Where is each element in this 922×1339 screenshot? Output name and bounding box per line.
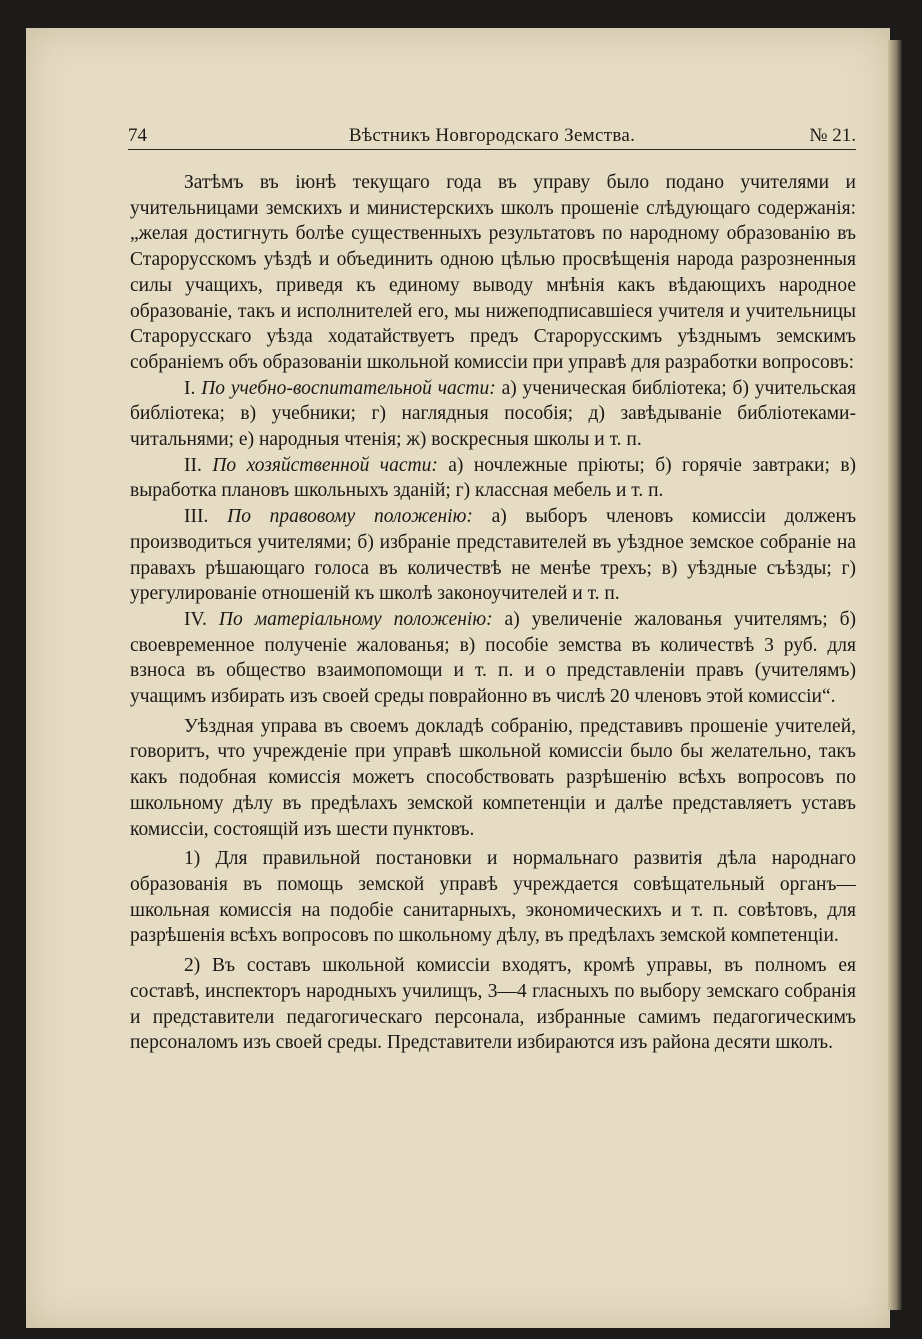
- page-number: 74: [128, 125, 147, 146]
- article-body: [130, 170, 856, 1056]
- report-paragraph: Уѣздная управа въ своемъ докладѣ собранію, представивъ прошеніе учителей, говоритъ, что учрежденіе при управѣ школьной комиссіи было бы желательно, такъ какъ подобная комиссія можетъ способствовать разрѣшенію всѣхъ вопросовъ по школьному дѣлу въ предѣлахъ земской компетенціи и далѣе представляетъ уставъ комиссіи, состоящій изъ шести пунктовъ.: [130, 715, 856, 840]
- section-text: а) выборъ членовъ комиссіи долженъ производиться учителями; б) избраніе представителей въ уѣздное земское собраніе на правахъ рѣшающаго голоса въ количествѣ не менѣе трехъ; в) уѣздные съѣзды; г) урегулированіе отношеній къ школѣ законоучителей и т. п.: [130, 506, 857, 605]
- section-2: [130, 453, 856, 504]
- header-rule: [128, 149, 856, 150]
- running-header: [128, 121, 856, 149]
- section-heading: По учебно-воспитательной части:: [201, 377, 496, 399]
- journal-title: Вѣстникъ Новгородскаго Земства.: [348, 125, 636, 146]
- section-text: а) ученическая библіотека; б) учительская библіотека; в) учебники; г) наглядныя пособія; д) завѣдываніе библіотеками-читальнями; е) народныя чтенія; ж) воскресныя школы и т. п.: [130, 377, 857, 451]
- section-numeral: IV.: [184, 608, 207, 630]
- section-heading: По матеріальному положенію:: [218, 608, 493, 630]
- section-heading: По хозяйственной части:: [212, 454, 438, 476]
- page-edge: [888, 40, 902, 1310]
- section-numeral: III.: [184, 506, 209, 528]
- section-heading: По правовому положенію:: [227, 506, 473, 528]
- section-1: [130, 376, 856, 453]
- section-3: [130, 504, 856, 607]
- charter-point-2: 2) Въ составъ школьной комиссіи входятъ, кромѣ управы, въ полномъ ея составѣ, инспекторъ народныхъ училищъ, 3—4 гласныхъ по выбору земскаго собранія и представители педагогическаго персонала, избранные самимъ педагогическимъ персоналомъ изъ своей среды. Представители избираются изъ района десяти школъ.: [130, 955, 856, 1054]
- section-numeral: I.: [184, 377, 196, 399]
- section-text: а) ночлежные пріюты; б) горячіе завтраки; в) выработка плановъ школьныхъ зданій; г) классная мебель и т. п.: [130, 454, 857, 502]
- intro-paragraph: Затѣмъ въ іюнѣ текущаго года въ управу было подано учителями и учительницами земскихъ и министерскихъ школъ прошеніе слѣдующаго содержанія: „желая достигнуть болѣе существенныхъ результатовъ по народному образованію въ Старорусскомъ уѣздѣ и объединить одною цѣлью просвѣщенія народа разрозненныя силы учащихъ, приведя къ единому выводу мнѣнія какъ вѣдающихъ народное образованіе, такъ и исполнителей его, мы нижеподписавшіеся учителя и учительницы Старорусскаго уѣзда ходатайствуетъ предъ Старорусскимъ уѣзднымъ земскимъ собраніемъ объ образованіи школьной комиссіи при управѣ для разработки вопросовъ:: [130, 172, 856, 373]
- issue-number: № 21.: [809, 125, 856, 146]
- section-4: [130, 607, 856, 710]
- section-text: а) увеличеніе жалованья учителямъ; б) своевременное полученіе жалованья; в) пособіе земства въ количествѣ 3 руб. для взноса въ общество взаимопомощи и т. п. и о представленіи правъ (учителямъ) учащимъ избирать изъ своей среды поврайонно въ числѣ 20 членовъ этой комиссіи“.: [130, 608, 857, 708]
- section-numeral: II.: [184, 454, 202, 476]
- charter-point-1: 1) Для правильной постановки и нормальнаго развитія дѣла народнаго образованія въ помощь земской управѣ учреждается совѣщательный органъ—школьная комиссія на подобіе санитарныхъ, экономическихъ и т. п. совѣтовъ, для разрѣшенія всѣхъ вопросовъ по школьному дѣлу, въ предѣлахъ земской компетенціи.: [130, 848, 856, 947]
